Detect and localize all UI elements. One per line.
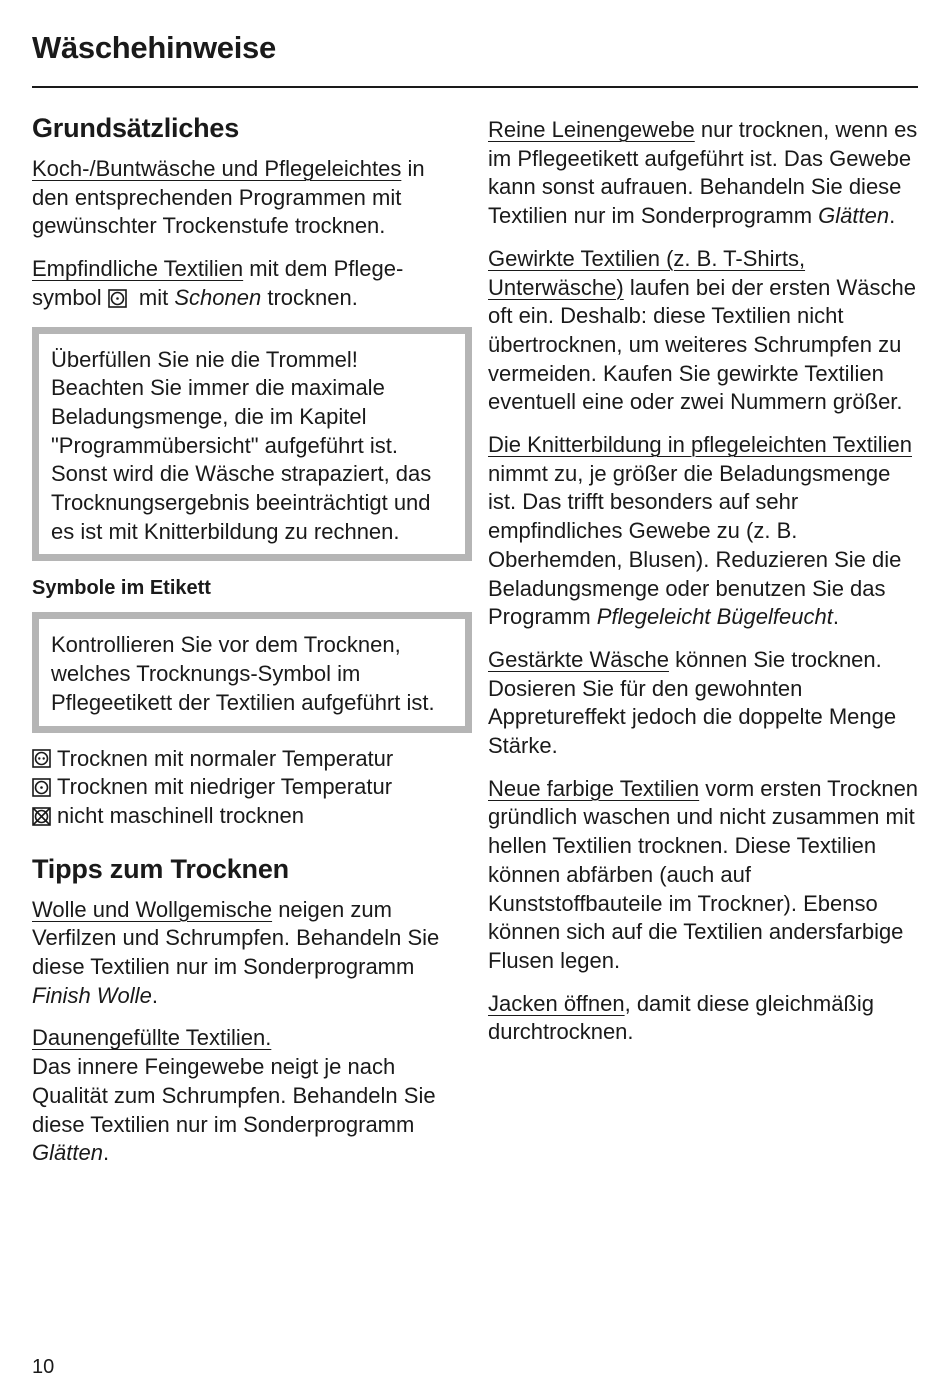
paragraph-text: mit dem Pflege-symbol [32, 256, 404, 310]
title-divider [32, 86, 918, 88]
symbol-row [32, 802, 464, 831]
do-not-tumble-dry-icon [32, 807, 51, 826]
paragraph-down [32, 1024, 464, 1168]
term-down: Daunengefüllte Textilien. [32, 1025, 272, 1051]
paragraph-text: können Sie trocknen. Dosieren Sie für den gewohnten Appretureffekt jedoch die doppelte Menge Stärke. [488, 646, 897, 759]
symbol-row [32, 745, 464, 774]
tumble-dry-normal-icon [32, 749, 51, 768]
symbol-label: Trocknen mit normaler Temperatur [57, 745, 394, 771]
program-name: Glätten [32, 1140, 103, 1166]
paragraph-text: . [102, 1140, 110, 1166]
page-number: 10 [32, 1356, 55, 1378]
paragraph-starched [488, 646, 920, 761]
paragraph-cotton [32, 155, 464, 241]
paragraph-text: Das innere Feingewebe neigt je nach Qualität zum Schrumpfen. Behandeln Sie diese Textilien nur im Sonderprogramm [32, 1054, 436, 1137]
term-cotton: Koch-/Buntwäsche und Pflegeleichtes [32, 156, 402, 181]
paragraph-delicates [32, 255, 464, 312]
paragraph-text: , damit diese gleichmäßig durchtrocknen. [488, 990, 875, 1045]
paragraph-text: vorm ersten Trocknen gründlich waschen und nicht zusammen mit hellen Textilien trocknen. Diese Textilien können abfärben (auch auf Kunststoffbauteile im Trockner). Ebenso können sich auf die Textilien andersfarbige Flusen legen. [488, 775, 919, 973]
program-name: Schonen [174, 284, 262, 310]
notice-box-symbols [32, 612, 472, 732]
notice-text: Kontrollieren Sie vor dem Trocknen, welches Trocknungs-Symbol im Pflegeetikett der Textilien aufgeführt ist. [51, 632, 435, 715]
paragraph-knitted [488, 245, 920, 417]
paragraph-text: nimmt zu, je größer die Beladungsmenge ist. Das trifft besonders auf sehr empfindliches Gewebe zu (z. B. Oberhemden, Blusen). Reduzieren Sie die Beladungsmenge oder benutzen Sie das Programm [488, 460, 902, 630]
symbol-label: Trocknen mit niedriger Temperatur [57, 774, 393, 800]
term-starched: Gestärkte Wäsche [488, 646, 669, 672]
paragraph-text: in den entsprechenden Programmen mit gewünschter Trockenstufe trocknen. [32, 156, 425, 239]
left-column [32, 110, 464, 1182]
term-jackets: Jacken öffnen [488, 990, 625, 1016]
right-column [488, 116, 920, 1061]
warning-text: Überfüllen Sie nie die Trommel! Beachten Sie immer die maximale Beladungsmenge, die im Kapitel "Programmübersicht" aufgeführt ist. Sonst wird die Wäsche strapaziert, das Trocknungsergebnis beeinträchtigt und es ist mit Knitterbildung zu rechnen. [51, 346, 432, 544]
program-name: Finish Wolle [32, 982, 152, 1008]
heading-basics: Grundsätzliches [32, 113, 240, 143]
heading-symbols: Symbole im Etikett [32, 577, 211, 600]
program-name: Glätten [818, 203, 890, 229]
symbol-label: nicht maschinell trocknen [57, 802, 305, 828]
paragraph-text: . [151, 982, 158, 1008]
term-delicates: Empfindliche Textilien [32, 256, 244, 282]
term-creasing: Die Knitterbildung in pflegeleichten Textilien [488, 432, 912, 458]
paragraph-text: mit [132, 284, 175, 310]
warning-box-overload [32, 327, 472, 562]
paragraph-text: . [889, 203, 896, 229]
paragraph-text: laufen bei der ersten Wäsche oft ein. Deshalb: diese Textilien nicht übertrocknen, um weiteres Schrumpfen zu vermeiden. Kaufen Sie gewirkte Textilien eventuell eine oder zwei Nummern größer. [488, 274, 916, 415]
paragraph-text: neigen zum Verfilzen und Schrumpfen. Behandeln Sie diese Textilien nur im Sonderprogramm [32, 896, 440, 980]
paragraph-text: trocknen. [261, 284, 358, 310]
tumble-dry-low-icon [108, 289, 127, 308]
term-colored: Neue farbige Textilien [488, 775, 700, 801]
paragraph-jackets [488, 990, 920, 1047]
page-title: Wäschehinweise [32, 30, 276, 65]
term-knitted: Gewirkte Textilien (z. B. T-Shirts, Unterwäsche) [488, 245, 806, 300]
heading-tips: Tipps zum Trocknen [32, 853, 289, 884]
paragraph-creasing [488, 431, 920, 632]
tumble-dry-low-icon [32, 778, 51, 797]
paragraph-text: nur trocknen, wenn es im Pflegeetikett aufgeführt ist. Das Gewebe kann sonst aufrauen. Behandeln Sie diese Textilien nur im Sonderprogramm [488, 117, 918, 229]
program-name: Pflegeleicht Bügelfeucht [596, 604, 833, 630]
symbol-row [32, 773, 464, 802]
term-wool: Wolle und Wollgemische [32, 896, 273, 922]
symbol-list [32, 745, 464, 831]
paragraph-wool [32, 896, 464, 1011]
paragraph-text: . [832, 604, 839, 630]
spacer [32, 831, 464, 851]
term-linen: Reine Leinengewebe [488, 117, 695, 142]
paragraph-linen [488, 116, 920, 231]
paragraph-colored [488, 775, 920, 976]
